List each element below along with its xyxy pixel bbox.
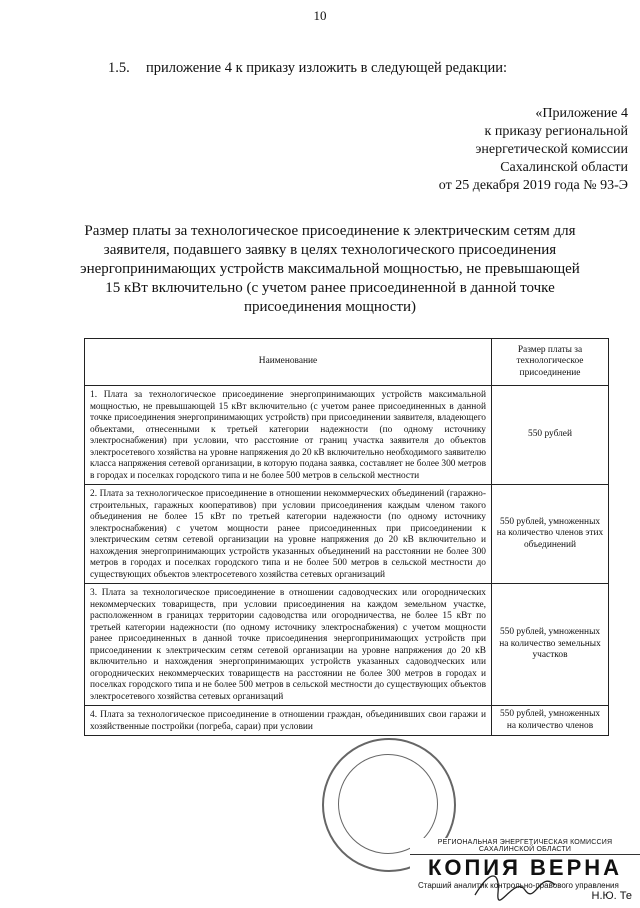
header-price: Размер платы за технологическое присоединение [492, 339, 609, 386]
appendix-line: Сахалинской области [500, 160, 628, 175]
table-header-row [85, 339, 609, 386]
row-cost: 550 рублей [492, 386, 609, 485]
table-row [85, 485, 609, 584]
table-row [85, 706, 609, 736]
clause-line [108, 60, 507, 77]
appendix-header [439, 105, 628, 195]
document-title: Размер платы за технологическое присоединение к электрическим сетям для заявителя, подавшего заявку в целях технологического присоединения энергопринимающих устройств максимальной мощностью, не превышающей 15 кВт включительно (с учетом ранее присоединенной в данной точке присоединения мощности) [80, 223, 580, 315]
row-description: 4. Плата за технологическое присоединение в отношении граждан, объединивших свои гаражи и хозяйственные постройки (погреба, сараи) при условии [85, 706, 492, 736]
table-row [85, 386, 609, 485]
row-description: 1. Плата за технологическое присоединение энергопринимающих устройств максимальной мощностью, не превышающей 15 кВт включительно (с учетом ранее присоединенных в данной точке присоединения энергопринимающих устройств) при присоединении заявителя, владеющего объектами, отнесенными к третьей категории надежности (по одному источнику электроснабжения) при условии, что расстояние от границ участка заявителя до объектов электросетевого хозяйства на уровне напряжения до 20 кВ включительно необходимого заявителю класса напряжения сетевой организации, в которую подана заявка, составляет не более 300 метров в городах и поселках городского типа и не более 500 метров в сельской местности [85, 386, 492, 485]
row-description: 3. Плата за технологическое присоединение в отношении садоводческих или огороднических некоммерческих товариществ, при условии присоединения на каждом земельном участке, расположенном в границах территории садоводства или огородничества, не более 15 кВт по третьей категории надежности (по одному источнику электроснабжения) с учетом мощности ранее присоединенных в данной точке присоединения энергопринимающих устройств при присоединении к электрическим сетям сетевой организации на уровне напряжения до 20 кВ включительно и нахождения энергопринимающих устройств указанных садоводческих или огороднических некоммерческих товариществ на расстоянии не более 300 метров в городах и поселках городского типа и не более 500 метров в сельской местности до существующих объектов электросетевого хозяйства сетевых организаций [85, 584, 492, 706]
header-name: Наименование [85, 339, 492, 386]
fee-table [84, 338, 609, 736]
stamp-signer: Н.Ю. Те [591, 890, 632, 902]
appendix-line: «Приложение 4 [535, 106, 628, 121]
table-row [85, 584, 609, 706]
stamp-label: КОПИЯ ВЕРНА [427, 855, 623, 880]
clause-text: приложение 4 к приказу изложить в следующей редакции: [146, 60, 508, 76]
appendix-line: к приказу региональной [484, 124, 628, 139]
row-cost: 550 рублей, умноженных на количество земельных участков [492, 584, 609, 706]
appendix-line: от 25 декабря 2019 года № 93-Э [438, 178, 628, 193]
clause-number: 1.5. [108, 60, 130, 76]
row-description: 2. Плата за технологическое присоединение в отношении некоммерческих объединений (гаражно-строительных, гаражных кооперативов) при условии присоединения каждым членом такого объединения не более 15 кВт по третьей категории надежности (по одному источнику электроснабжения) с учетом мощности ранее присоединенных при присоединении к электрическим сетям сетевой организации на уровне напряжения до 20 кВ включительно и нахождения энергопринимающих устройств указанных объединений на расстоянии не более 300 метров в городах и поселках городского типа и не более 500 метров в сельской местности до существующих объектов электросетевого хозяйства сетевых организаций [85, 485, 492, 584]
appendix-line: энергетической комиссии [475, 142, 628, 157]
signature-icon [470, 865, 560, 905]
stamp-organization: РЕГИОНАЛЬНАЯ ЭНЕРГЕТИЧЕСКАЯ КОМИССИЯ САХАЛИНСКОЙ ОБЛАСТИ [410, 838, 640, 855]
row-cost: 550 рублей, умноженных на количество членов [492, 706, 609, 736]
row-cost: 550 рублей, умноженных на количество членов этих объединений [492, 485, 609, 584]
stamp-position: Старший аналитик контрольно-правового управления [418, 881, 619, 890]
page-number: 10 [313, 8, 327, 23]
